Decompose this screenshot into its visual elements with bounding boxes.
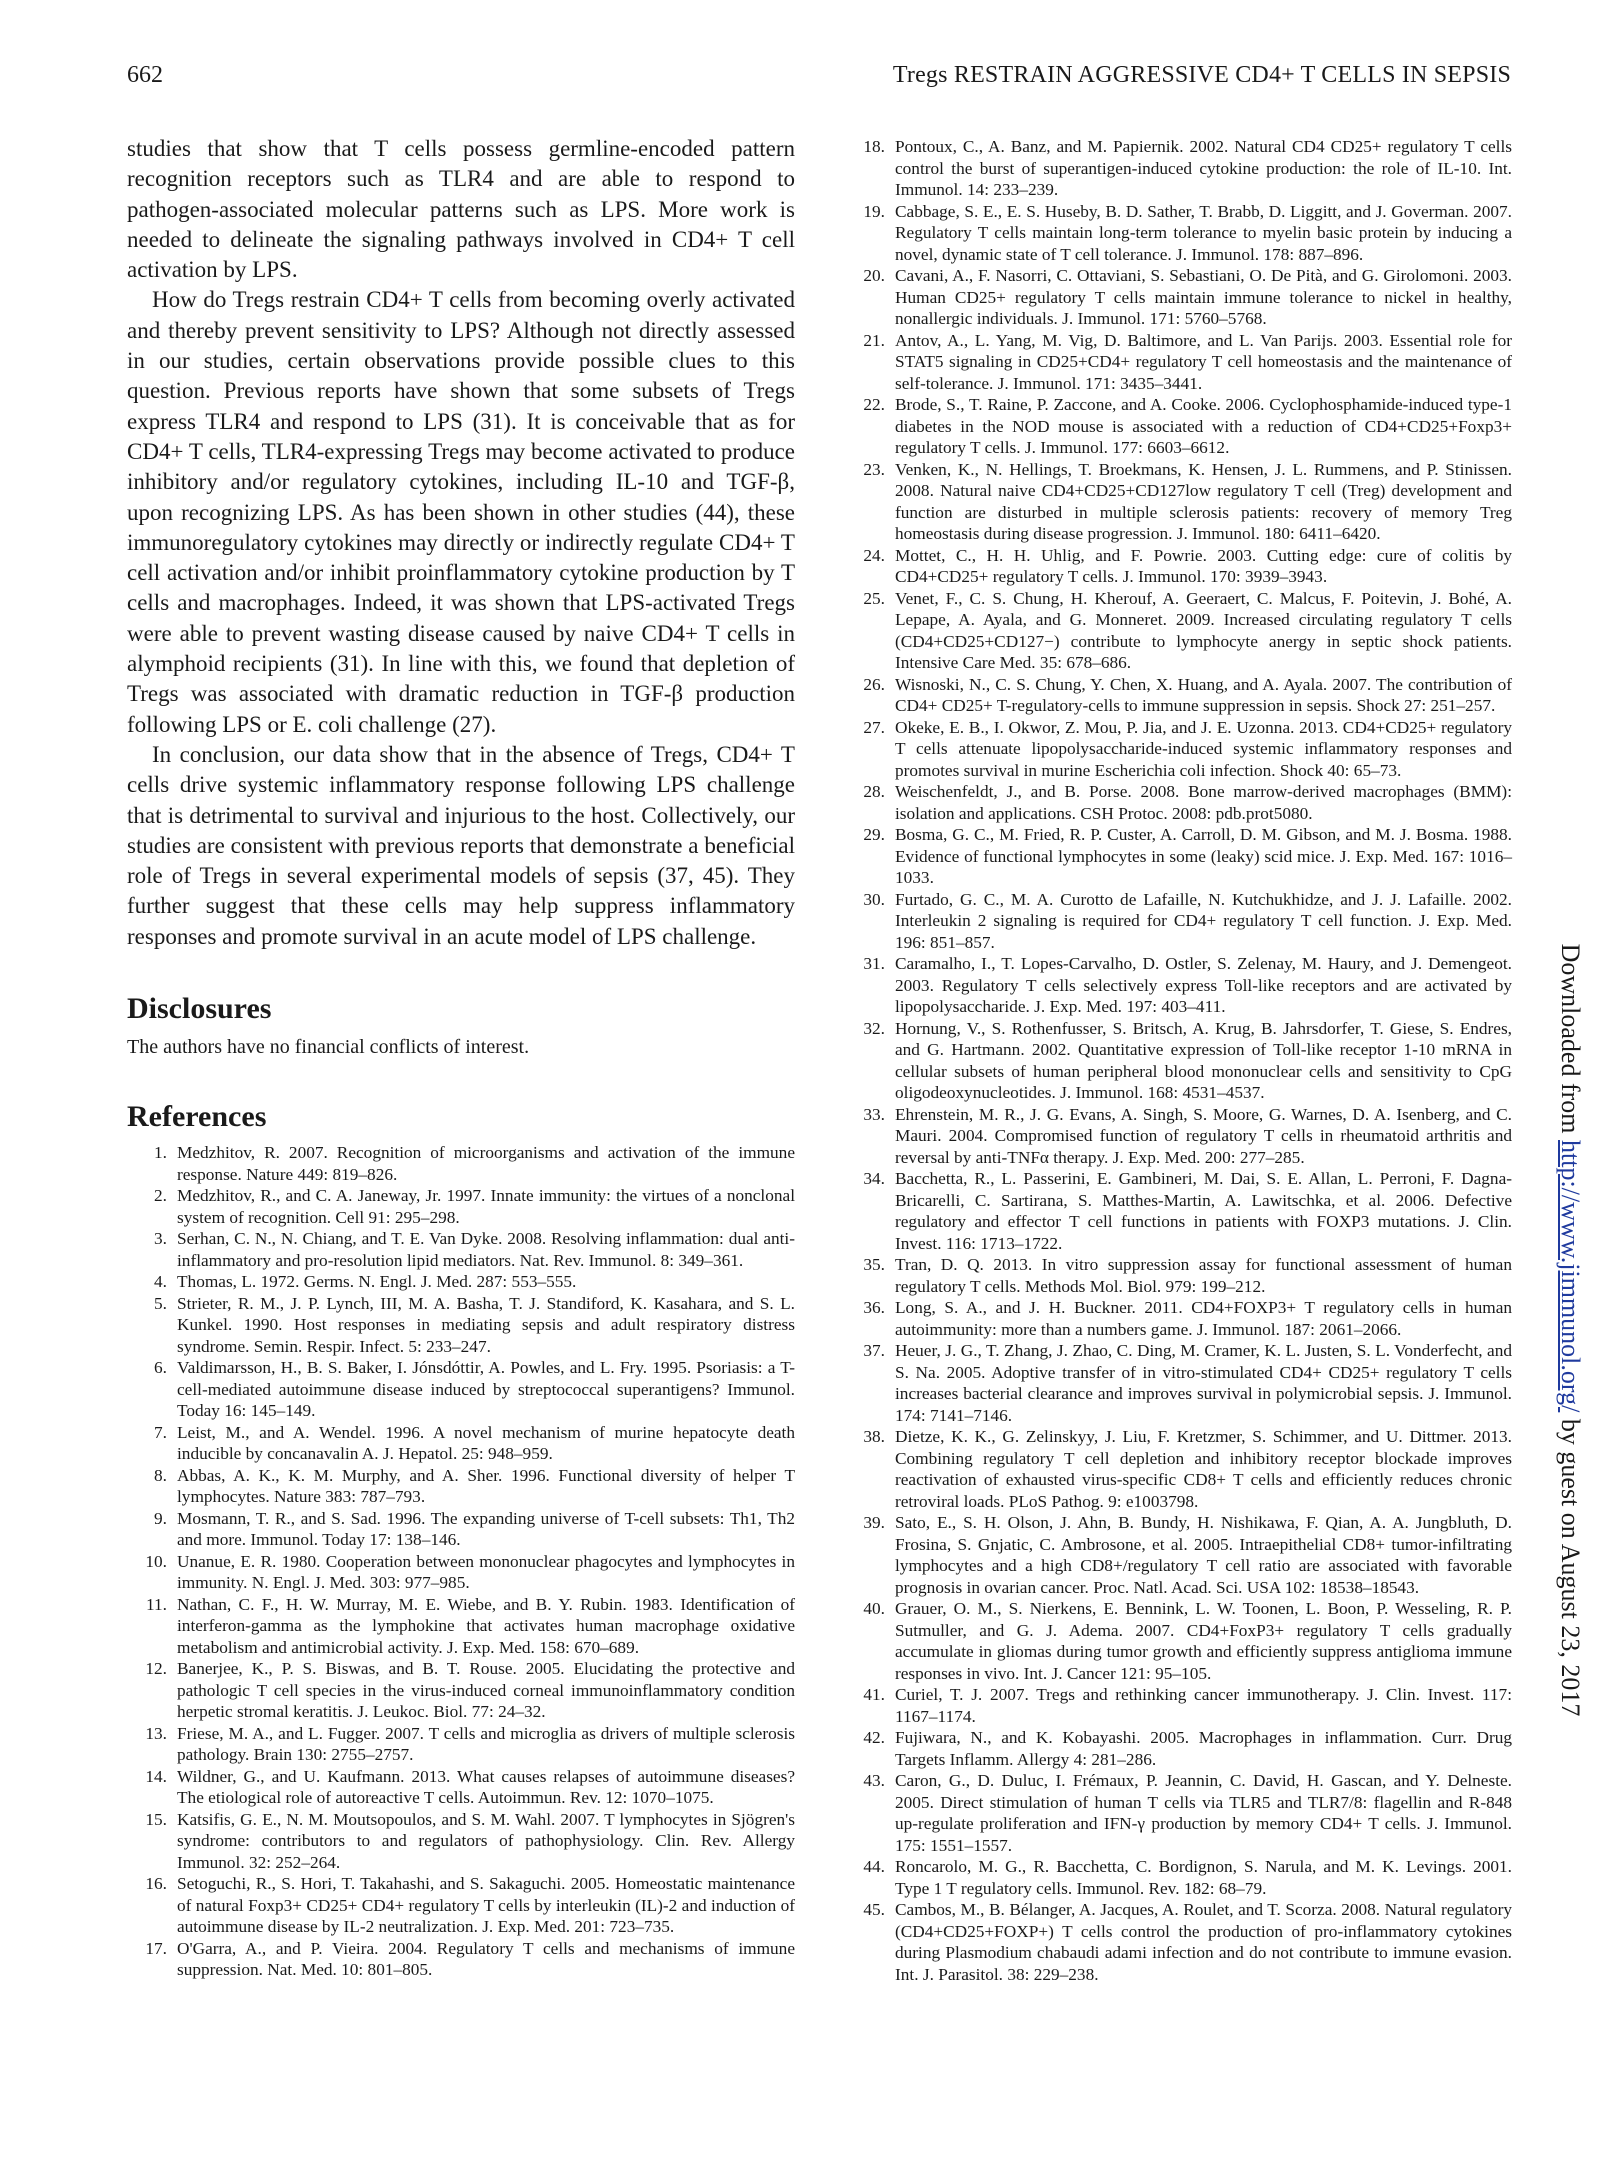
reference-text: Strieter, R. M., J. P. Lynch, III, M. A. Basha, T. J. Standiford, K. Kasahara, and S. L. Kunkel. 1990. Host responses in mediating sepsis and adult respiratory distress syndrome. Semin. Respir. Infect. 5: 233–247. — [177, 1293, 795, 1356]
reference-item — [845, 1727, 1512, 1770]
reference-item — [845, 1426, 1512, 1512]
reference-text: Bacchetta, R., L. Passerini, E. Gambineri, M. Dai, S. E. Allan, L. Perroni, F. Dagna-Bricarelli, C. Sartirana, S. Matthes-Martin, A. Lawitschka, et al. 2006. Defective regulatory and effector T cell functions in patients with FOXP3 mutations. J. Clin. Invest. 116: 1713–1722. — [895, 1169, 1512, 1253]
reference-text: Cabbage, S. E., E. S. Huseby, B. D. Sather, T. Brabb, D. Liggitt, and J. Goverman. 2007. Regulatory T cells maintain long-term tolerance to myelin basic protein by inducing a novel, dynamic state of T cell tolerance. J. Immunol. 178: 887–896. — [895, 201, 1512, 264]
reference-text: Tran, D. Q. 2013. In vitro suppression assay for functional assessment of human regulatory T cells. Methods Mol. Biol. 979: 199–212. — [895, 1255, 1512, 1296]
reference-list-left — [127, 1142, 795, 1981]
reference-text: Cambos, M., B. Bélanger, A. Jacques, A. Roulet, and T. Scorza. 2008. Natural regulatory (CD4+CD25+FOXP+) T cells control the production of pro-inflammatory cytokines during Plasmodium chabaudi adami infection and do not contribute to immune evasion. Int. J. Parasitol. 38: 229–238. — [895, 1900, 1512, 1984]
reference-text: Heuer, J. G., T. Zhang, J. Zhao, C. Ding, M. Cramer, K. L. Justen, S. L. Vonderfecht, and S. Na. 2005. Adoptive transfer of in vitro-stimulated CD4+ CD25+ regulatory T cells increases bacterial clearance and improves survival in polymicrobial sepsis. J. Immunol. 174: 7141–7146. — [895, 1341, 1512, 1425]
reference-item — [127, 1228, 795, 1271]
reference-text: Venet, F., C. S. Chung, H. Kherouf, A. Geeraert, C. Malcus, F. Poitevin, J. Bohé, A. Lepape, A. Ayala, and G. Monneret. 2009. Increased circulating regulatory T cells (CD4+CD25+CD127−) contribute to lymphocyte anergy in septic shock patients. Intensive Care Med. 35: 678–686. — [895, 588, 1512, 672]
reference-item — [127, 1766, 795, 1809]
reference-item — [845, 1770, 1512, 1856]
left-column — [127, 134, 795, 1981]
reference-item — [127, 1293, 795, 1358]
reference-text: Roncarolo, M. G., R. Bacchetta, C. Bordignon, S. Narula, and M. K. Levings. 2001. Type 1 T regulatory cells. Immunol. Rev. 182: 68–79. — [895, 1857, 1512, 1898]
body-paragraph: studies that show that T cells possess germline-encoded pattern recognition receptors such as TLR4 and are able to respond to pathogen-associated molecular patterns such as LPS. More work is needed to delineate the signaling pathways involved in CD4+ T cell activation by LPS. — [127, 136, 795, 283]
reference-number: 39. — [863, 1513, 885, 1532]
reference-number: 33. — [863, 1104, 885, 1124]
reference-text: Nathan, C. F., H. W. Murray, M. E. Wiebe, and B. Y. Rubin. 1983. Identification of interferon-gamma as the lymphokine that activates human macrophage oxidative metabolism and antimicrobial activity. J. Exp. Med. 158: 670–689. — [177, 1594, 795, 1657]
disclosures-heading: Disclosures — [127, 992, 272, 1026]
reference-item — [127, 1271, 795, 1293]
reference-item — [845, 1254, 1512, 1297]
reference-item — [845, 330, 1512, 395]
reference-text: Fujiwara, N., and K. Kobayashi. 2005. Macrophages in inflammation. Curr. Drug Targets Inflamm. Allergy 4: 281–286. — [895, 1728, 1512, 1769]
reference-number: 25. — [863, 588, 885, 608]
reference-number: 37. — [863, 1341, 885, 1360]
reference-text: Sato, E., S. H. Olson, J. Ahn, B. Bundy, H. Nishikawa, F. Qian, A. A. Jungbluth, D. Frosina, S. Gnjatic, C. Ambrosone, et al. 2005. Intraepithelial CD8+ tumor-infiltrating lymphocytes and a high CD8+/regulatory T cell ratio are associated with favorable prognosis in ovarian cancer. Proc. Natl. Acad. Sci. USA 102: 18538–18543. — [895, 1513, 1512, 1597]
body-paragraph: In conclusion, our data show that in the absence of Tregs, CD4+ T cells drive systemic inflammatory response following LPS challenge that is detrimental to survival and injurious to the host. Collectively, our studies are consistent with previous reports that demonstrate a beneficial role of Tregs in several experimental models of sepsis (37, 45). They further suggest that these cells may help suppress inflammatory responses and promote survival in an acute model of LPS challenge. — [127, 741, 795, 949]
reference-number: 32. — [863, 1018, 885, 1038]
reference-number: 10. — [145, 1551, 167, 1571]
reference-number: 22. — [863, 395, 885, 414]
reference-item — [127, 1422, 795, 1465]
reference-number: 38. — [863, 1427, 885, 1446]
reference-number: 44. — [863, 1857, 885, 1876]
reference-number: 8. — [154, 1465, 167, 1485]
reference-text: Banerjee, K., P. S. Biswas, and B. T. Rouse. 2005. Elucidating the protective and pathologic T cell species in the virus-induced corneal immunoinflammatory condition herpetic stromal keratitis. J. Leukoc. Biol. 77: 24–32. — [177, 1659, 795, 1722]
reference-number: 23. — [863, 459, 885, 479]
reference-text: Friese, M. A., and L. Fugger. 2007. T cells and microglia as drivers of multiple sclerosis pathology. Brain 130: 2755–2757. — [177, 1723, 795, 1765]
reference-item — [127, 1873, 795, 1938]
reference-number: 26. — [863, 674, 885, 694]
reference-item — [845, 1512, 1512, 1598]
reference-item — [127, 1723, 795, 1766]
reference-number: 21. — [863, 330, 885, 350]
reference-text: Weischenfeldt, J., and B. Porse. 2008. Bone marrow-derived macrophages (BMM): isolation and applications. CSH Protoc. 2008: pdb.prot5080. — [895, 782, 1512, 823]
reference-number: 19. — [863, 201, 885, 221]
reference-item — [845, 1340, 1512, 1426]
reference-text: Long, S. A., and J. H. Buckner. 2011. CD4+FOXP3+ T regulatory cells in human autoimmunity: more than a numbers game. J. Immunol. 187: 2061–2066. — [895, 1298, 1512, 1339]
running-head: Tregs RESTRAIN AGGRESSIVE CD4+ T CELLS IN SEPSIS — [892, 62, 1511, 88]
reference-item — [845, 1168, 1512, 1254]
reference-item — [845, 459, 1512, 545]
reference-text: O'Garra, A., and P. Vieira. 2004. Regulatory T cells and mechanisms of immune suppression. Nat. Med. 10: 801–805. — [177, 1938, 795, 1980]
reference-number: 7. — [154, 1422, 167, 1442]
reference-text: Cavani, A., F. Nasorri, C. Ottaviani, S. Sebastiani, O. De Pità, and G. Girolomoni. 2003. Human CD25+ regulatory T cells maintain immune tolerance to nickel in healthy, nonallergic individuals. J. Immunol. 171: 5760–5768. — [895, 266, 1512, 328]
reference-item — [845, 717, 1512, 782]
reference-item — [845, 1684, 1512, 1727]
reference-number: 45. — [863, 1900, 885, 1919]
reference-item — [127, 1465, 795, 1508]
reference-text: Medzhitov, R. 2007. Recognition of microorganisms and activation of the immune response. Nature 449: 819–826. — [177, 1143, 795, 1184]
reference-text: Setoguchi, R., S. Hori, T. Takahashi, and S. Sakaguchi. 2005. Homeostatic maintenance of natural Foxp3+ CD25+ CD4+ regulatory T cells by interleukin (IL)-2 and induction of autoimmune disease by IL-2 neutralization. J. Exp. Med. 201: 723–735. — [177, 1874, 795, 1937]
reference-item — [845, 953, 1512, 1018]
reference-number: 18. — [863, 137, 885, 156]
download-watermark — [1555, 944, 1585, 1717]
reference-number: 5. — [154, 1293, 167, 1313]
reference-item — [127, 1594, 795, 1659]
reference-item — [127, 1551, 795, 1594]
reference-number: 4. — [154, 1272, 167, 1292]
reference-item — [845, 1856, 1512, 1899]
reference-number: 24. — [863, 545, 885, 565]
reference-item — [845, 588, 1512, 674]
reference-item — [127, 1809, 795, 1874]
reference-number: 40. — [863, 1599, 885, 1618]
disclosures-text: The authors have no financial conflicts of interest. — [127, 1036, 530, 1059]
reference-text: Serhan, C. N., N. Chiang, and T. E. Van Dyke. 2008. Resolving inflammation: dual anti-inflammatory and pro-resolution lipid mediators. Nat. Rev. Immunol. 8: 349–361. — [177, 1229, 795, 1270]
reference-text: Medzhitov, R., and C. A. Janeway, Jr. 1997. Innate immunity: the virtues of a nonclonal system of recognition. Cell 91: 295–298. — [177, 1186, 795, 1227]
reference-item — [845, 781, 1512, 824]
reference-item — [845, 1598, 1512, 1684]
reference-number: 36. — [863, 1298, 885, 1317]
reference-number: 3. — [154, 1229, 167, 1249]
reference-item — [845, 201, 1512, 266]
reference-item — [845, 1018, 1512, 1104]
reference-number: 35. — [863, 1255, 885, 1274]
reference-number: 28. — [863, 782, 885, 801]
reference-number: 34. — [863, 1169, 885, 1188]
reference-text: Furtado, G. C., M. A. Curotto de Lafaille, N. Kutchukhidze, and J. J. Lafaille. 2002. Interleukin 2 signaling is required for CD4+ regulatory T cell function. J. Exp. Med. 196: 851–857. — [895, 889, 1512, 952]
reference-text: Hornung, V., S. Rothenfusser, S. Britsch, A. Krug, B. Jahrsdorfer, T. Giese, S. Endres, and G. Hartmann. 2002. Quantitative expression of Toll-like receptor 1-10 mRNA in cellular subsets of human peripheral blood mononuclear cells and sensitivity to CpG oligodeoxynucleotides. J. Immunol. 168: 4531–4537. — [895, 1018, 1512, 1102]
reference-text: Dietze, K. K., G. Zelinskyy, J. Liu, F. Kretzmer, S. Schimmer, and U. Dittmer. 2013. Combining regulatory T cell depletion and inhibitory receptor blockade improves reactivation of exhausted virus-specific CD8+ T cells and efficiently reduces chronic retroviral loads. PLoS Pathog. 9: e1003798. — [895, 1427, 1512, 1511]
reference-text: Grauer, O. M., S. Nierkens, E. Bennink, L. W. Toonen, L. Boon, P. Wesseling, R. P. Sutmuller, and G. J. Adema. 2007. CD4+FoxP3+ regulatory T cells gradually accumulate in gliomas during tumor growth and efficiently suppress antiglioma immune responses in vivo. Int. J. Cancer 121: 95–105. — [895, 1599, 1512, 1683]
reference-item — [845, 394, 1512, 459]
reference-item — [845, 1899, 1512, 1985]
reference-text: Abbas, A. K., K. M. Murphy, and A. Sher. 1996. Functional diversity of helper T lymphocytes. Nature 383: 787–793. — [177, 1465, 795, 1507]
reference-text: Wisnoski, N., C. S. Chung, Y. Chen, X. Huang, and A. Ayala. 2007. The contribution of CD4+ CD25+ T-regulatory-cells to immune suppression in sepsis. Shock 27: 251–257. — [895, 674, 1512, 715]
reference-text: Wildner, G., and U. Kaufmann. 2013. What causes relapses of autoimmune diseases? The etiological role of autoreactive T cells. Autoimmun. Rev. 12: 1070–1075. — [177, 1766, 795, 1808]
reference-text: Bosma, G. C., M. Fried, R. P. Custer, A. Carroll, D. M. Gibson, and M. J. Bosma. 1988. Evidence of functional lymphocytes in some (leaky) scid mice. J. Exp. Med. 167: 1016–1033. — [895, 825, 1512, 887]
reference-text: Ehrenstein, M. R., J. G. Evans, A. Singh, S. Moore, G. Warnes, D. A. Isenberg, and C. Mauri. 2004. Compromised function of regulatory T cells in rheumatoid arthritis and reversal by anti-TNFα therapy. J. Exp. Med. 200: 277–285. — [895, 1104, 1512, 1167]
reference-item — [845, 136, 1512, 201]
reference-item — [845, 889, 1512, 954]
watermark-suffix: by guest on August 23, 2017 — [1556, 1412, 1585, 1717]
reference-number: 27. — [863, 717, 885, 737]
reference-text: Okeke, E. B., I. Okwor, Z. Mou, P. Jia, and J. E. Uzonna. 2013. CD4+CD25+ regulatory T cells attenuate lipopolysaccharide-induced systemic inflammatory responses and promotes survival in murine Escherichia coli infection. Shock 40: 65–73. — [895, 717, 1512, 780]
reference-number: 31. — [863, 954, 885, 973]
watermark-link[interactable]: http://www.jimmunol.org/ — [1556, 1140, 1585, 1413]
reference-text: Mosmann, T. R., and S. Sad. 1996. The expanding universe of T-cell subsets: Th1, Th2 and more. Immunol. Today 17: 138–146. — [177, 1508, 795, 1550]
reference-text: Valdimarsson, H., B. S. Baker, I. Jónsdóttir, A. Powles, and L. Fry. 1995. Psoriasis: a T-cell-mediated autoimmune disease induced by streptococcal superantigens? Immunol. Today 16: 145–149. — [177, 1358, 795, 1421]
reference-item — [127, 1508, 795, 1551]
watermark-prefix: Downloaded from — [1556, 943, 1585, 1141]
reference-number: 9. — [154, 1508, 167, 1528]
reference-number: 43. — [863, 1771, 885, 1790]
reference-item — [845, 265, 1512, 330]
reference-text: Curiel, T. J. 2007. Tregs and rethinking cancer immunotherapy. J. Clin. Invest. 117: 1167–1174. — [895, 1685, 1512, 1726]
reference-item — [127, 1658, 795, 1723]
reference-text: Brode, S., T. Raine, P. Zaccone, and A. Cooke. 2006. Cyclophosphamide-induced type-1 diabetes in the NOD mouse is associated with a reduction of CD4+CD25+Foxp3+ regulatory T cells. J. Immunol. 177: 6603–6612. — [895, 395, 1512, 457]
reference-number: 12. — [145, 1659, 167, 1679]
reference-number: 6. — [154, 1358, 167, 1378]
reference-text: Caramalho, I., T. Lopes-Carvalho, D. Ostler, S. Zelenay, M. Haury, and J. Demengeot. 2003. Regulatory T cells selectively express Toll-like receptors and are activated by lipopolysaccharide. J. Exp. Med. 197: 403–411. — [895, 954, 1512, 1016]
reference-item — [127, 1357, 795, 1422]
reference-text: Thomas, L. 1972. Germs. N. Engl. J. Med. 287: 553–555. — [177, 1272, 577, 1292]
reference-text: Katsifis, G. E., N. M. Moutsopoulos, and S. M. Wahl. 2007. T lymphocytes in Sjögren's syndrome: contributors to and regulators of pathophysiology. Clin. Rev. Allergy Immunol. 32: 252–264. — [177, 1809, 795, 1872]
reference-number: 29. — [863, 825, 885, 844]
reference-item — [845, 1297, 1512, 1340]
reference-text: Venken, K., N. Hellings, T. Broekmans, K. Hensen, J. L. Rummens, and P. Stinissen. 2008. Natural naive CD4+CD25+CD127low regulatory T cell (Treg) development and function are disturbed in multiple sclerosis patients: recovery of memory Treg homeostasis during disease progression. J. Immunol. 180: 6411–6420. — [895, 459, 1512, 543]
reference-text: Mottet, C., H. H. Uhlig, and F. Powrie. 2003. Cutting edge: cure of colitis by CD4+CD25+ regulatory T cells. J. Immunol. 170: 3939–3943. — [895, 545, 1512, 586]
reference-number: 42. — [863, 1728, 885, 1747]
reference-number: 13. — [145, 1723, 167, 1743]
reference-number: 20. — [863, 266, 885, 285]
reference-number: 2. — [154, 1186, 167, 1206]
page-number: 662 — [127, 62, 163, 88]
reference-text: Antov, A., L. Yang, M. Vig, D. Baltimore, and L. Van Parijs. 2003. Essential role for STAT5 signaling in CD25+CD4+ regulatory T cell homeostasis and the maintenance of self-tolerance. J. Immunol. 171: 3435–3441. — [895, 330, 1512, 393]
reference-item — [127, 1142, 795, 1185]
reference-item — [127, 1938, 795, 1981]
reference-item — [845, 674, 1512, 717]
reference-number: 1. — [154, 1143, 167, 1163]
reference-item — [845, 545, 1512, 588]
references-heading: References — [127, 1100, 267, 1134]
right-column — [845, 136, 1512, 1985]
reference-number: 41. — [863, 1685, 885, 1704]
reference-item — [845, 824, 1512, 889]
reference-text: Leist, M., and A. Wendel. 1996. A novel mechanism of murine hepatocyte death inducible by concanavalin A. J. Hepatol. 25: 948–959. — [177, 1422, 795, 1464]
reference-item — [845, 1104, 1512, 1169]
reference-number: 30. — [863, 889, 885, 909]
reference-number: 15. — [145, 1809, 167, 1829]
reference-text: Pontoux, C., A. Banz, and M. Papiernik. 2002. Natural CD4 CD25+ regulatory T cells control the burst of superantigen-induced cytokine production: the role of IL-10. Int. Immunol. 14: 233–239. — [895, 137, 1512, 199]
reference-text: Unanue, E. R. 1980. Cooperation between mononuclear phagocytes and lymphocytes in immunity. N. Engl. J. Med. 303: 977–985. — [177, 1551, 795, 1593]
body-paragraph: How do Tregs restrain CD4+ T cells from becoming overly activated and thereby prevent sensitivity to LPS? Although not directly assessed in our studies, certain observations provide possible clues to this question. Previous reports have shown that some subsets of Tregs express TLR4 and respond to LPS (31). It is conceivable that as for CD4+ T cells, TLR4-expressing Tregs may become activated to produce inhibitory and/or regulatory cytokines, including IL-10 and TGF-β, upon recognizing LPS. As has been shown in other studies (44), these immunoregulatory cytokines may directly or indirectly regulate CD4+ T cell activation and/or inhibit proinflammatory cytokine production by T cells and macrophages. Indeed, it was shown that LPS-activated Tregs were able to prevent wasting disease caused by naive CD4+ T cells in alymphoid recipients (31). In line with this, we found that depletion of Tregs was associated with dramatic reduction in TGF-β production following LPS or E. coli challenge (27). — [127, 287, 795, 737]
reference-number: 14. — [145, 1766, 167, 1786]
reference-number: 16. — [145, 1874, 167, 1894]
reference-list-right — [845, 136, 1512, 1985]
reference-item — [127, 1185, 795, 1228]
reference-text: Caron, G., D. Duluc, I. Frémaux, P. Jeannin, C. David, H. Gascan, and Y. Delneste. 2005. Direct stimulation of human T cells via TLR5 and TLR7/8: flagellin and R-848 up-regulate proliferation and IFN-γ production by memory CD4+ T cells. J. Immunol. 175: 1551–1557. — [895, 1771, 1512, 1855]
reference-number: 17. — [145, 1938, 167, 1958]
reference-number: 11. — [146, 1594, 167, 1614]
